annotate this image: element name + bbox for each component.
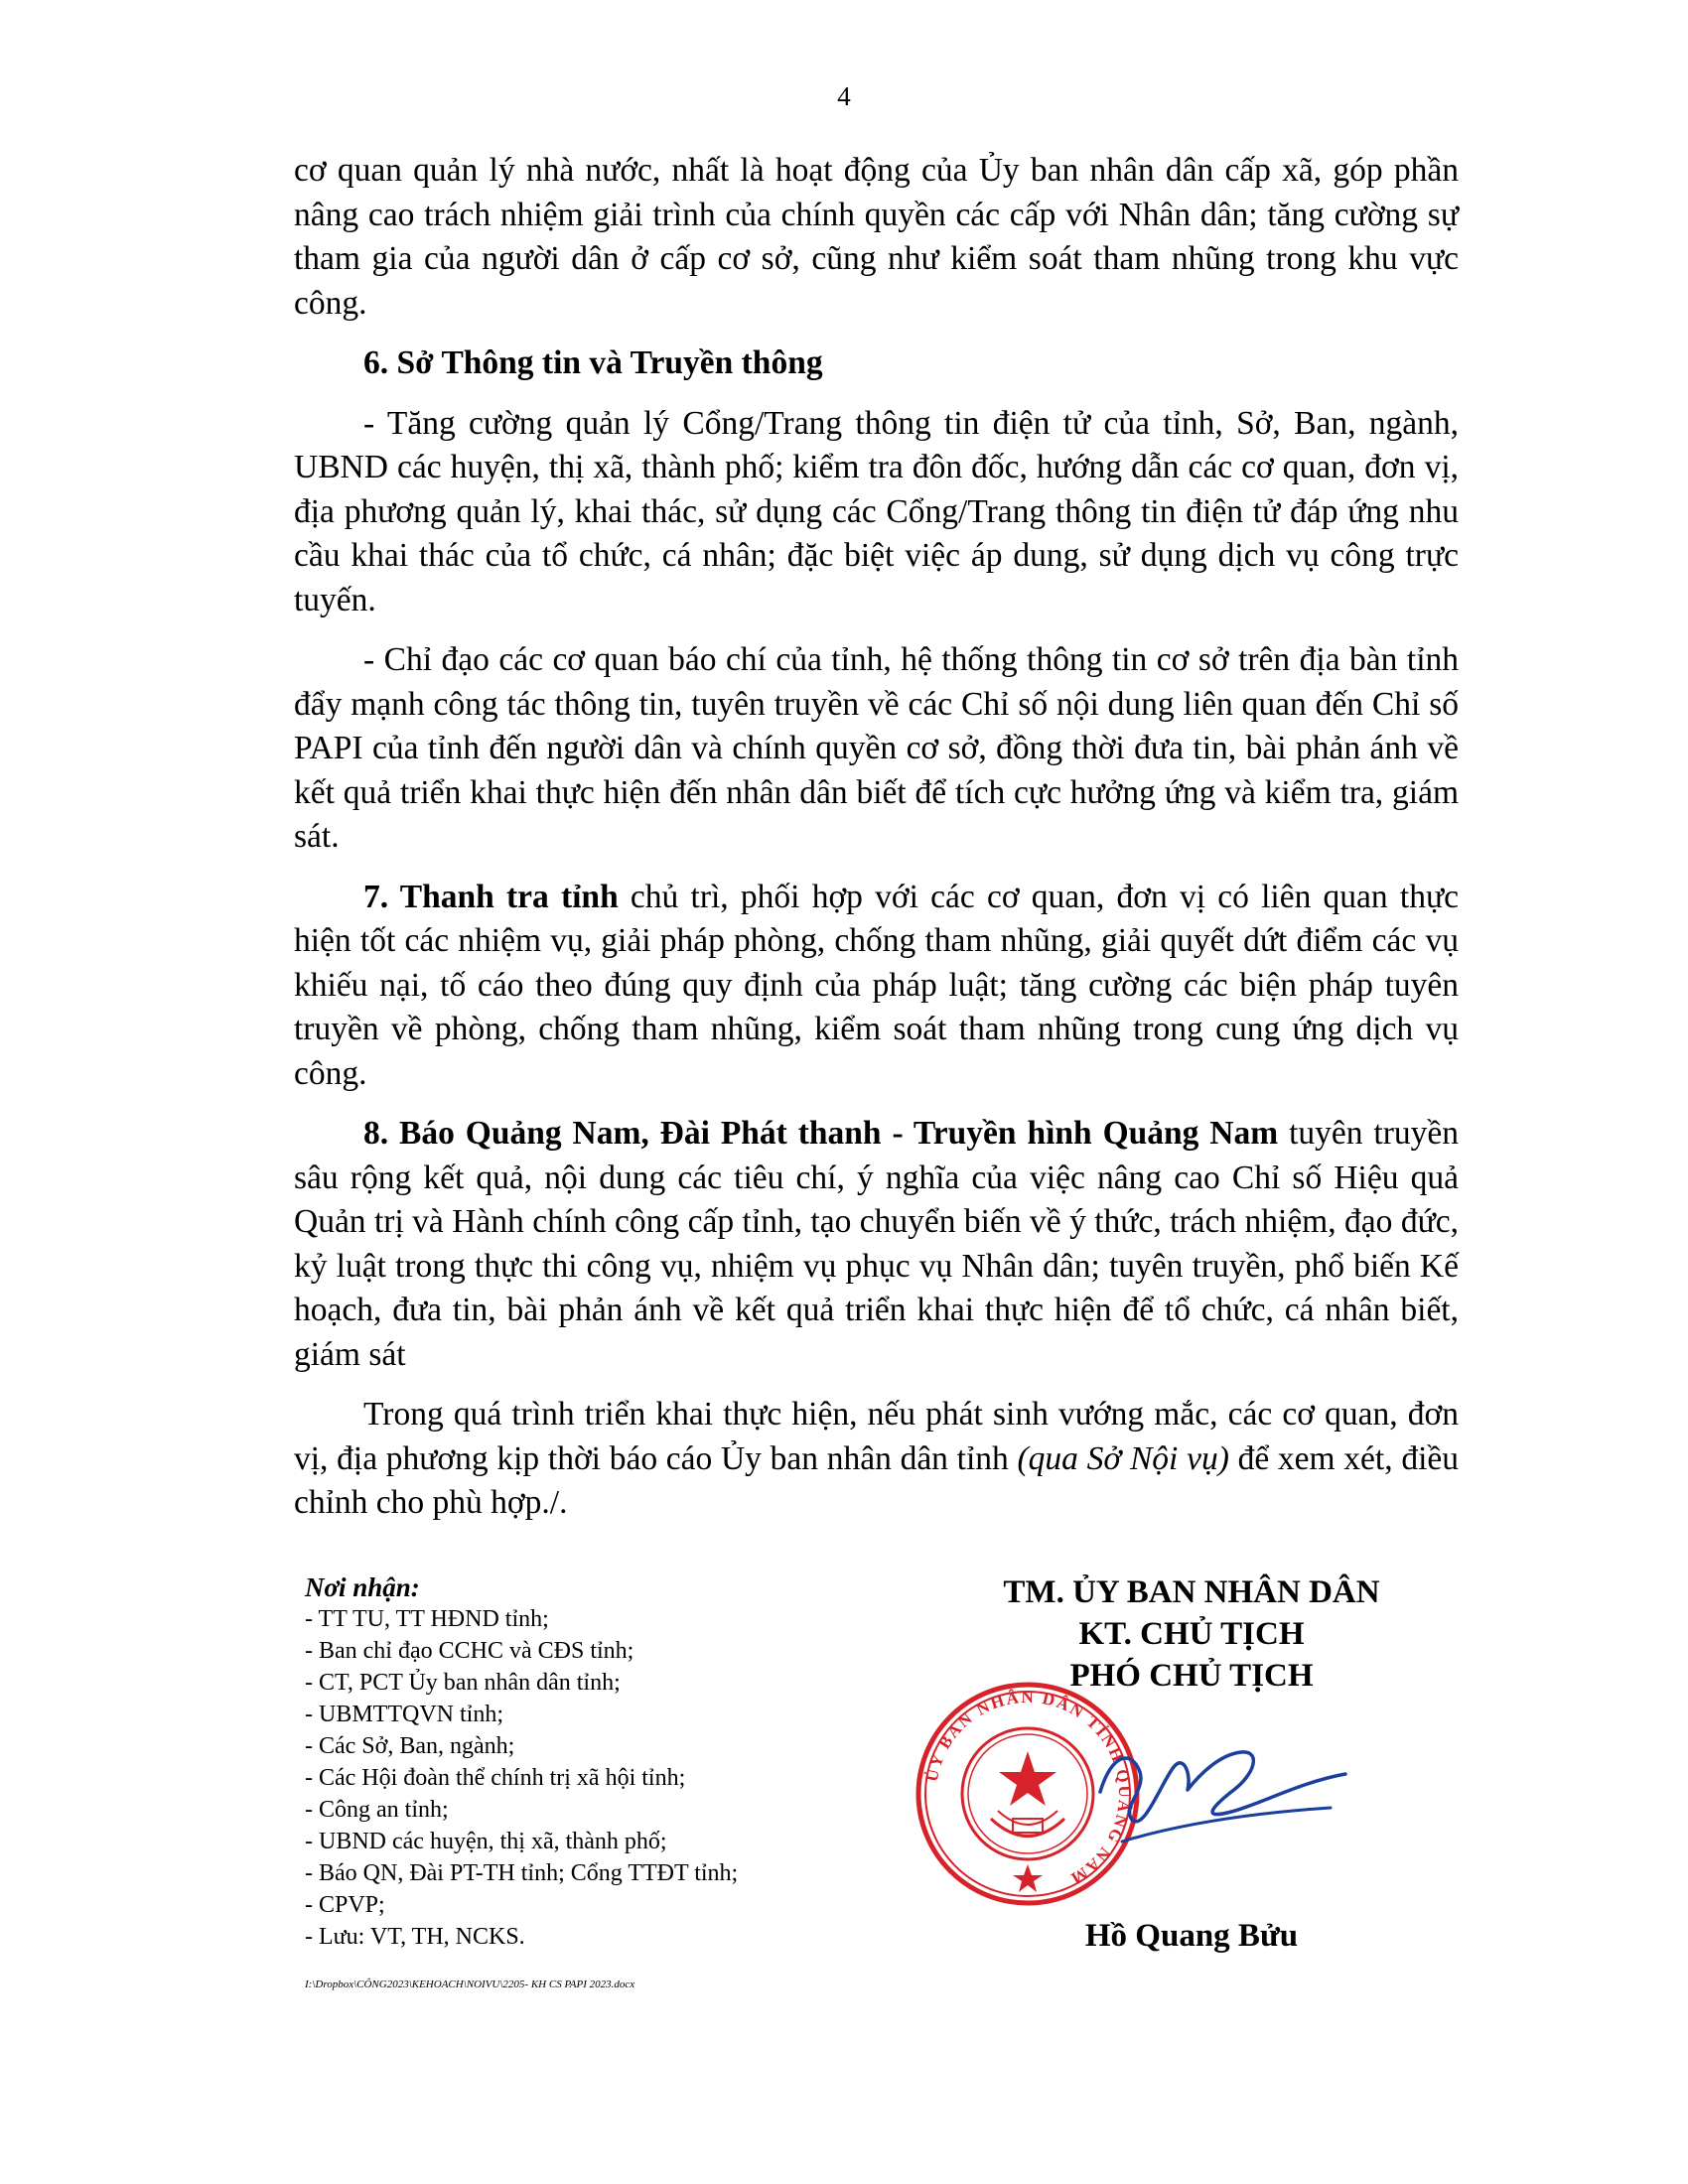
paragraph-closing-italic: (qua Sở Nội vụ) <box>1017 1439 1229 1477</box>
recipient-item: - TT TU, TT HĐND tỉnh; <box>305 1606 549 1632</box>
recipient-item: - CPVP; <box>305 1892 385 1918</box>
recipient-item: - Lưu: VT, TH, NCKS. <box>305 1924 525 1950</box>
paragraph-7-heading: 7. Thanh tra tỉnh <box>363 878 619 915</box>
signature-line-2: KT. CHỦ TỊCH <box>1078 1616 1305 1652</box>
recipients-list <box>305 1603 861 1953</box>
recipient-item: - Ban chỉ đạo CCHC và CĐS tỉnh; <box>305 1638 634 1664</box>
recipients-block <box>305 1571 861 1953</box>
recipient-item: - Báo QN, Đài PT-TH tỉnh; Cổng TTĐT tỉnh; <box>305 1860 739 1886</box>
signature-title-block <box>914 1571 1470 1697</box>
signature-line-3: PHÓ CHỦ TỊCH <box>1069 1658 1314 1694</box>
signer-name: Hồ Quang Bửu <box>1084 1918 1299 1954</box>
page-number: 4 <box>837 81 851 111</box>
recipients-title: Nơi nhận: <box>305 1572 420 1602</box>
file-path: I:\Dropbox\CÔNG2023\KEHOACH\NOIVU\2205- KH CS PAPI 2023.docx <box>305 1979 635 1990</box>
paragraph-6b: - Chỉ đạo các cơ quan báo chí của tỉnh, hệ thống thông tin cơ sở trên địa bàn tỉnh đẩy mạnh công tác thông tin, tuyên truyền về các Chỉ số nội dung liên quan đến Chỉ số PAPI của tỉnh đến người dân và chính quyền cơ sở, đồng thời đưa tin, bài phản ánh về kết quả triển khai thực hiện đến nhân dân biết để tích cực hưởng ứng và kiểm tra, giám sát. <box>294 641 1459 855</box>
svg-text:ỦY BAN NHÂN DÂN TỈNH QUẢNG NAM: ỦY BAN NHÂN DÂN TỈNH QUẢNG NAM <box>921 1687 1135 1889</box>
recipient-item: - CT, PCT Ủy ban nhân dân tỉnh; <box>305 1670 621 1696</box>
paragraph-closing-text-a: Trong quá trình triển khai thực hiện, nếu phát sinh vướng mắc, các cơ quan, đơn vị, địa phương kịp thời báo cáo Ủy ban nhân dân tỉnh <box>294 1396 1459 1477</box>
paragraph-7 <box>294 876 1459 1097</box>
recipient-item: - Các Hội đoàn thể chính trị xã hội tỉnh; <box>305 1765 686 1791</box>
paragraph-6a: - Tăng cường quản lý Cổng/Trang thông tin điện tử của tỉnh, Sở, Ban, ngành, UBND các huyện, thị xã, thành phố; kiểm tra đôn đốc, hướng dẫn các cơ quan, đơn vị, địa phương quản lý, khai thác, sử dụng các Cổng/Trang thông tin điện tử đáp ứng nhu cầu khai thác của tổ chức, cá nhân; đặc biệt việc áp dung, sử dụng dịch vụ công trực tuyến. <box>294 404 1459 618</box>
handwritten-signature-icon <box>1092 1722 1350 1861</box>
paragraph-continuation: cơ quan quản lý nhà nước, nhất là hoạt động của Ủy ban nhân dân cấp xã, góp phần nâng cao trách nhiệm giải trình của chính quyền các cấp với Nhân dân; tăng cường sự tham gia của người dân ở cấp cơ sở, cũng như kiểm soát tham nhũng trong khu vực công. <box>294 152 1459 322</box>
paragraph-8-heading: 8. Báo Quảng Nam, Đài Phát thanh - Truyền hình Quảng Nam <box>363 1115 1279 1152</box>
paragraph-8 <box>294 1112 1459 1377</box>
recipient-item: - UBND các huyện, thị xã, thành phố; <box>305 1829 667 1854</box>
paragraph-8-text: tuyên truyền sâu rộng kết quả, nội dung các tiêu chí, ý nghĩa của việc nâng cao Chỉ số Hiệu quả Quản trị và Hành chính công cấp tỉnh, tạo chuyển biến về ý thức, trách nhiệm, đạo đức, kỷ luật trong thực thi công vụ, nhiệm vụ phục vụ Nhân dân; tuyên truyền, phổ biến Kế hoạch, đưa tin, bài phản ánh về kết quả triển khai thực hiện để tổ chức, cá nhân biết, giám sát <box>294 1115 1459 1373</box>
recipient-item: - Công an tỉnh; <box>305 1797 449 1823</box>
section-heading-6: 6. Sở Thông tin và Truyền thông <box>363 344 823 381</box>
recipient-item: - UBMTTQVN tỉnh; <box>305 1702 503 1727</box>
document-body <box>294 149 1459 1542</box>
paragraph-closing <box>294 1393 1459 1526</box>
signature-line-1: TM. ỦY BAN NHÂN DÂN <box>1003 1574 1380 1610</box>
paragraph-7-text: chủ trì, phối hợp với các cơ quan, đơn vị có liên quan thực hiện tốt các nhiệm vụ, giải pháp phòng, chống tham nhũng, giải quyết dứt điểm các vụ khiếu nại, tố cáo theo đúng quy định của pháp luật; tăng cường các biện pháp tuyên truyền về phòng, chống tham nhũng, kiểm soát tham nhũng trong cung ứng dịch vụ công. <box>294 878 1459 1092</box>
paragraph-closing-text-b: để xem xét, điều chỉnh cho phù hợp./. <box>294 1439 1459 1521</box>
recipient-item: - Các Sở, Ban, ngành; <box>305 1733 515 1759</box>
